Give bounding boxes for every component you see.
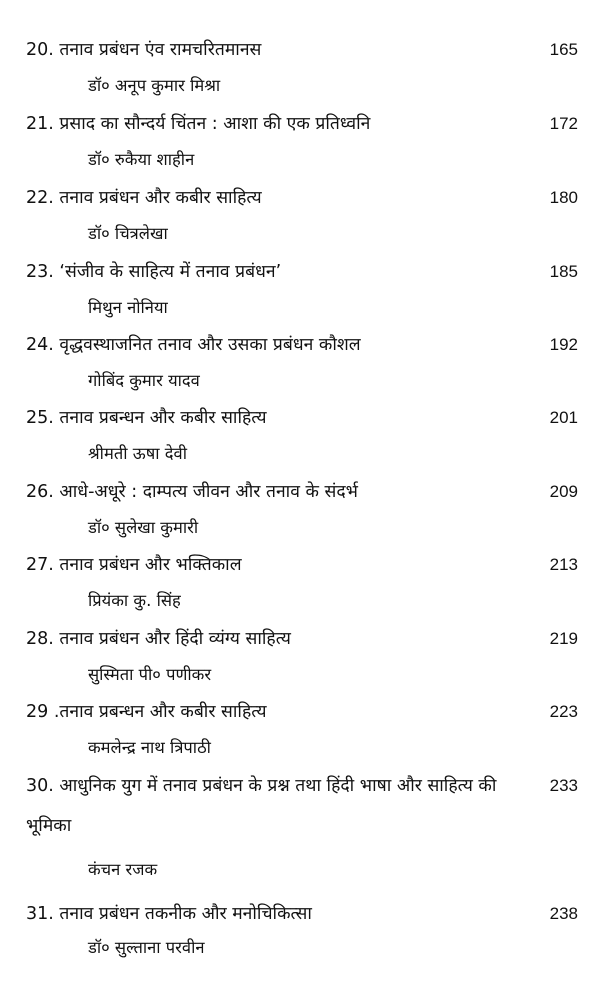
entry-page-number: 192 bbox=[549, 335, 578, 354]
entry-number: 28. bbox=[26, 629, 54, 649]
entry-title-line bbox=[26, 480, 536, 504]
entry-page-number: 172 bbox=[549, 114, 578, 133]
entry-number: 30. bbox=[26, 776, 54, 796]
entry-title-line bbox=[26, 186, 536, 210]
entry-number: 20. bbox=[26, 40, 54, 60]
entry-title-line bbox=[26, 406, 536, 430]
entry-author: गोबिंद कुमार यादव bbox=[88, 371, 200, 390]
entry-title: तनाव प्रबंधन और भक्तिकाल bbox=[59, 555, 242, 575]
entry-title: आधे-अधूरे : दाम्पत्य जीवन और तनाव के संदर्भ bbox=[59, 482, 358, 502]
entry-title: तनाव प्रबंधन और हिंदी व्यंग्य साहित्य bbox=[59, 629, 291, 649]
entry-title-line bbox=[26, 700, 536, 724]
entry-author: मिथुन नोनिया bbox=[88, 298, 168, 317]
entry-title: तनाव प्रबन्धन और कबीर साहित्य bbox=[59, 408, 267, 428]
entry-title: तनाव प्रबंधन और कबीर साहित्य bbox=[59, 188, 262, 208]
entry-author: डॉ० रुकैया शाहीन bbox=[88, 150, 195, 169]
entry-page-number: 165 bbox=[549, 40, 578, 59]
entry-title: आधुनिक युग में तनाव प्रबंधन के प्रश्न तथा हिंदी भाषा और साहित्य की भूमिका bbox=[26, 776, 497, 836]
entry-page-number: 233 bbox=[549, 776, 578, 795]
entry-title-line bbox=[26, 112, 536, 136]
entry-title: तनाव प्रबंधन तकनीक और मनोचिकित्सा bbox=[59, 904, 312, 924]
entry-number: 27. bbox=[26, 555, 54, 575]
entry-page-number: 238 bbox=[549, 904, 578, 923]
entry-title-line bbox=[26, 260, 536, 284]
entry-author: डॉ० सुल्ताना परवीन bbox=[88, 938, 205, 957]
entry-title: वृद्धवस्थाजनित तनाव और उसका प्रबंधन कौशल bbox=[59, 335, 361, 355]
entry-number: 22. bbox=[26, 188, 54, 208]
entry-title-line bbox=[26, 627, 536, 651]
entry-author: डॉ० सुलेखा कुमारी bbox=[88, 518, 199, 537]
entry-title-line bbox=[26, 766, 536, 846]
entry-title-line bbox=[26, 553, 536, 577]
entry-title: प्रसाद का सौन्दर्य चिंतन : आशा की एक प्रतिध्वनि bbox=[59, 114, 371, 134]
entry-page-number: 219 bbox=[549, 629, 578, 648]
entry-author: श्रीमती ऊषा देवी bbox=[88, 444, 187, 463]
entry-page-number: 201 bbox=[549, 408, 578, 427]
entry-author: कमलेन्द्र नाथ त्रिपाठी bbox=[88, 738, 211, 757]
entry-author: कंचन रजक bbox=[88, 860, 158, 879]
entry-author: प्रियंका कु. सिंह bbox=[88, 591, 181, 610]
entry-number: 26. bbox=[26, 482, 54, 502]
entry-page-number: 185 bbox=[549, 262, 578, 281]
entry-title-line bbox=[26, 333, 536, 357]
entry-page-number: 213 bbox=[549, 555, 578, 574]
entry-title: तनाव प्रबन्धन और कबीर साहित्य bbox=[59, 702, 267, 722]
entry-author: डॉ० अनूप कुमार मिश्रा bbox=[88, 76, 221, 95]
entry-author: डॉ० चित्रलेखा bbox=[88, 224, 168, 243]
entry-number: 25. bbox=[26, 408, 54, 428]
entry-number: 24. bbox=[26, 335, 54, 355]
entry-number: 21. bbox=[26, 114, 54, 134]
entry-title: ‘संजीव के साहित्य में तनाव प्रबंधन’ bbox=[59, 262, 282, 282]
entry-page-number: 180 bbox=[549, 188, 578, 207]
entry-author: सुस्मिता पी० पणीकर bbox=[88, 665, 212, 684]
entry-number: 29 . bbox=[26, 702, 60, 722]
entry-number: 31. bbox=[26, 904, 54, 924]
entry-title: तनाव प्रबंधन एंव रामचरितमानस bbox=[59, 40, 262, 60]
entry-page-number: 223 bbox=[549, 702, 578, 721]
entry-number: 23. bbox=[26, 262, 54, 282]
entry-title-line bbox=[26, 902, 536, 926]
entry-title-line bbox=[26, 38, 536, 62]
entry-page-number: 209 bbox=[549, 482, 578, 501]
